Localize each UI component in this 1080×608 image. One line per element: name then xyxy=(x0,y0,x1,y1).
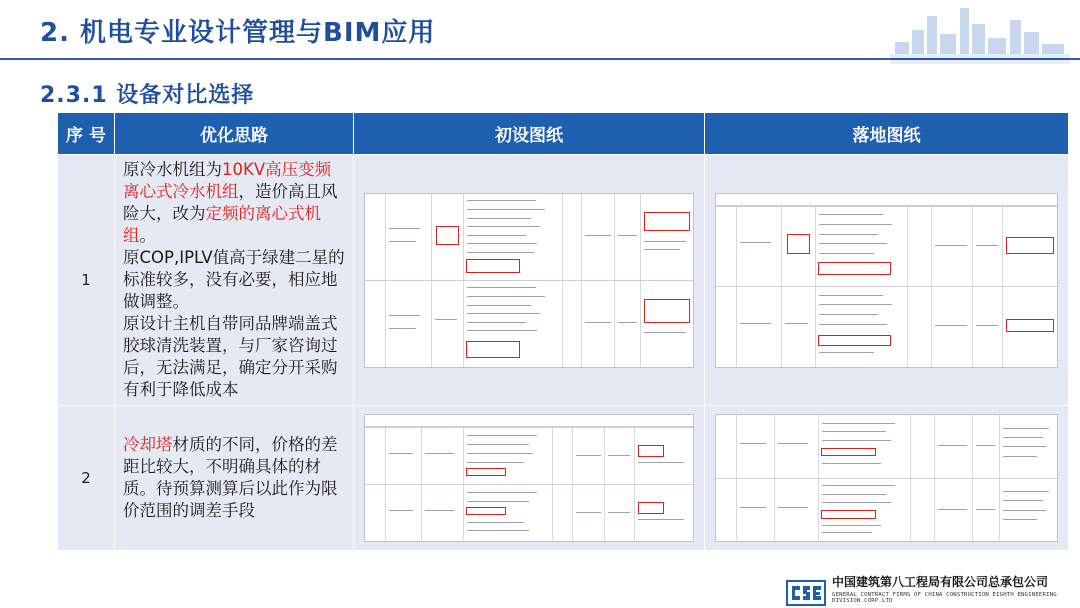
row-number: 2 xyxy=(58,406,115,551)
company-name-english: GENERAL CONTRACT FIRMS OF CHINA CONSTRUCTION EIGHTH ENGINEERING DIVISION.CORP.LTD xyxy=(832,592,1057,604)
table-row xyxy=(58,406,1069,551)
final-drawing-cell xyxy=(705,406,1069,551)
optimization-idea xyxy=(115,155,354,406)
final-drawing-thumbnail xyxy=(715,414,1058,542)
column-header-no: 序 号 xyxy=(58,113,115,155)
optimization-idea xyxy=(115,406,354,551)
idea-text: 。 xyxy=(139,226,156,245)
row-number: 1 xyxy=(58,155,115,406)
table-row xyxy=(58,155,1069,406)
column-header-idea: 优化思路 xyxy=(115,113,354,155)
final-drawing-cell xyxy=(705,155,1069,406)
idea-highlight: 冷却塔 xyxy=(123,435,173,454)
initial-drawing-thumbnail xyxy=(364,414,694,542)
idea-highlight: 定频的离心式机组 xyxy=(123,204,321,245)
column-header-final-drawing: 落地图纸 xyxy=(705,113,1069,155)
initial-drawing-thumbnail xyxy=(364,193,694,368)
idea-highlight: 10KV高压变频离心式冷水机组 xyxy=(123,160,332,201)
idea-text: ，造价高且风险大，改为 xyxy=(123,182,338,223)
idea-text: 原冷水机组为 xyxy=(123,160,222,179)
column-header-initial-drawing: 初设图纸 xyxy=(354,113,705,155)
final-drawing-thumbnail xyxy=(715,193,1058,368)
initial-drawing-cell xyxy=(354,406,705,551)
slide-title: 2. 机电专业设计管理与BIM应用 xyxy=(40,18,436,48)
initial-drawing-cell xyxy=(354,155,705,406)
idea-text: 原COP,IPLV值高于绿建二星的标准较多，没有必要，相应地做调整。 xyxy=(123,248,345,311)
comparison-table xyxy=(57,112,1069,551)
company-logo-icon xyxy=(786,580,826,606)
section-title: 2.3.1 设备对比选择 xyxy=(40,83,255,108)
idea-text: 材质的不同，价格的差距比较大，不明确具体的材质。待预算测算后以此作为限价范围的调差手段 xyxy=(123,435,338,520)
city-skyline-graphic xyxy=(890,4,1070,64)
idea-text: 原设计主机自带同品牌端盖式胶球清洗装置，与厂家咨询过后，无法满足，确定分开采购有利于降低成本 xyxy=(123,314,338,399)
table-header-row xyxy=(58,113,1069,155)
company-name: 中国建筑第八工程局有限公司总承包公司 xyxy=(832,575,1049,589)
title-divider xyxy=(0,58,1080,60)
